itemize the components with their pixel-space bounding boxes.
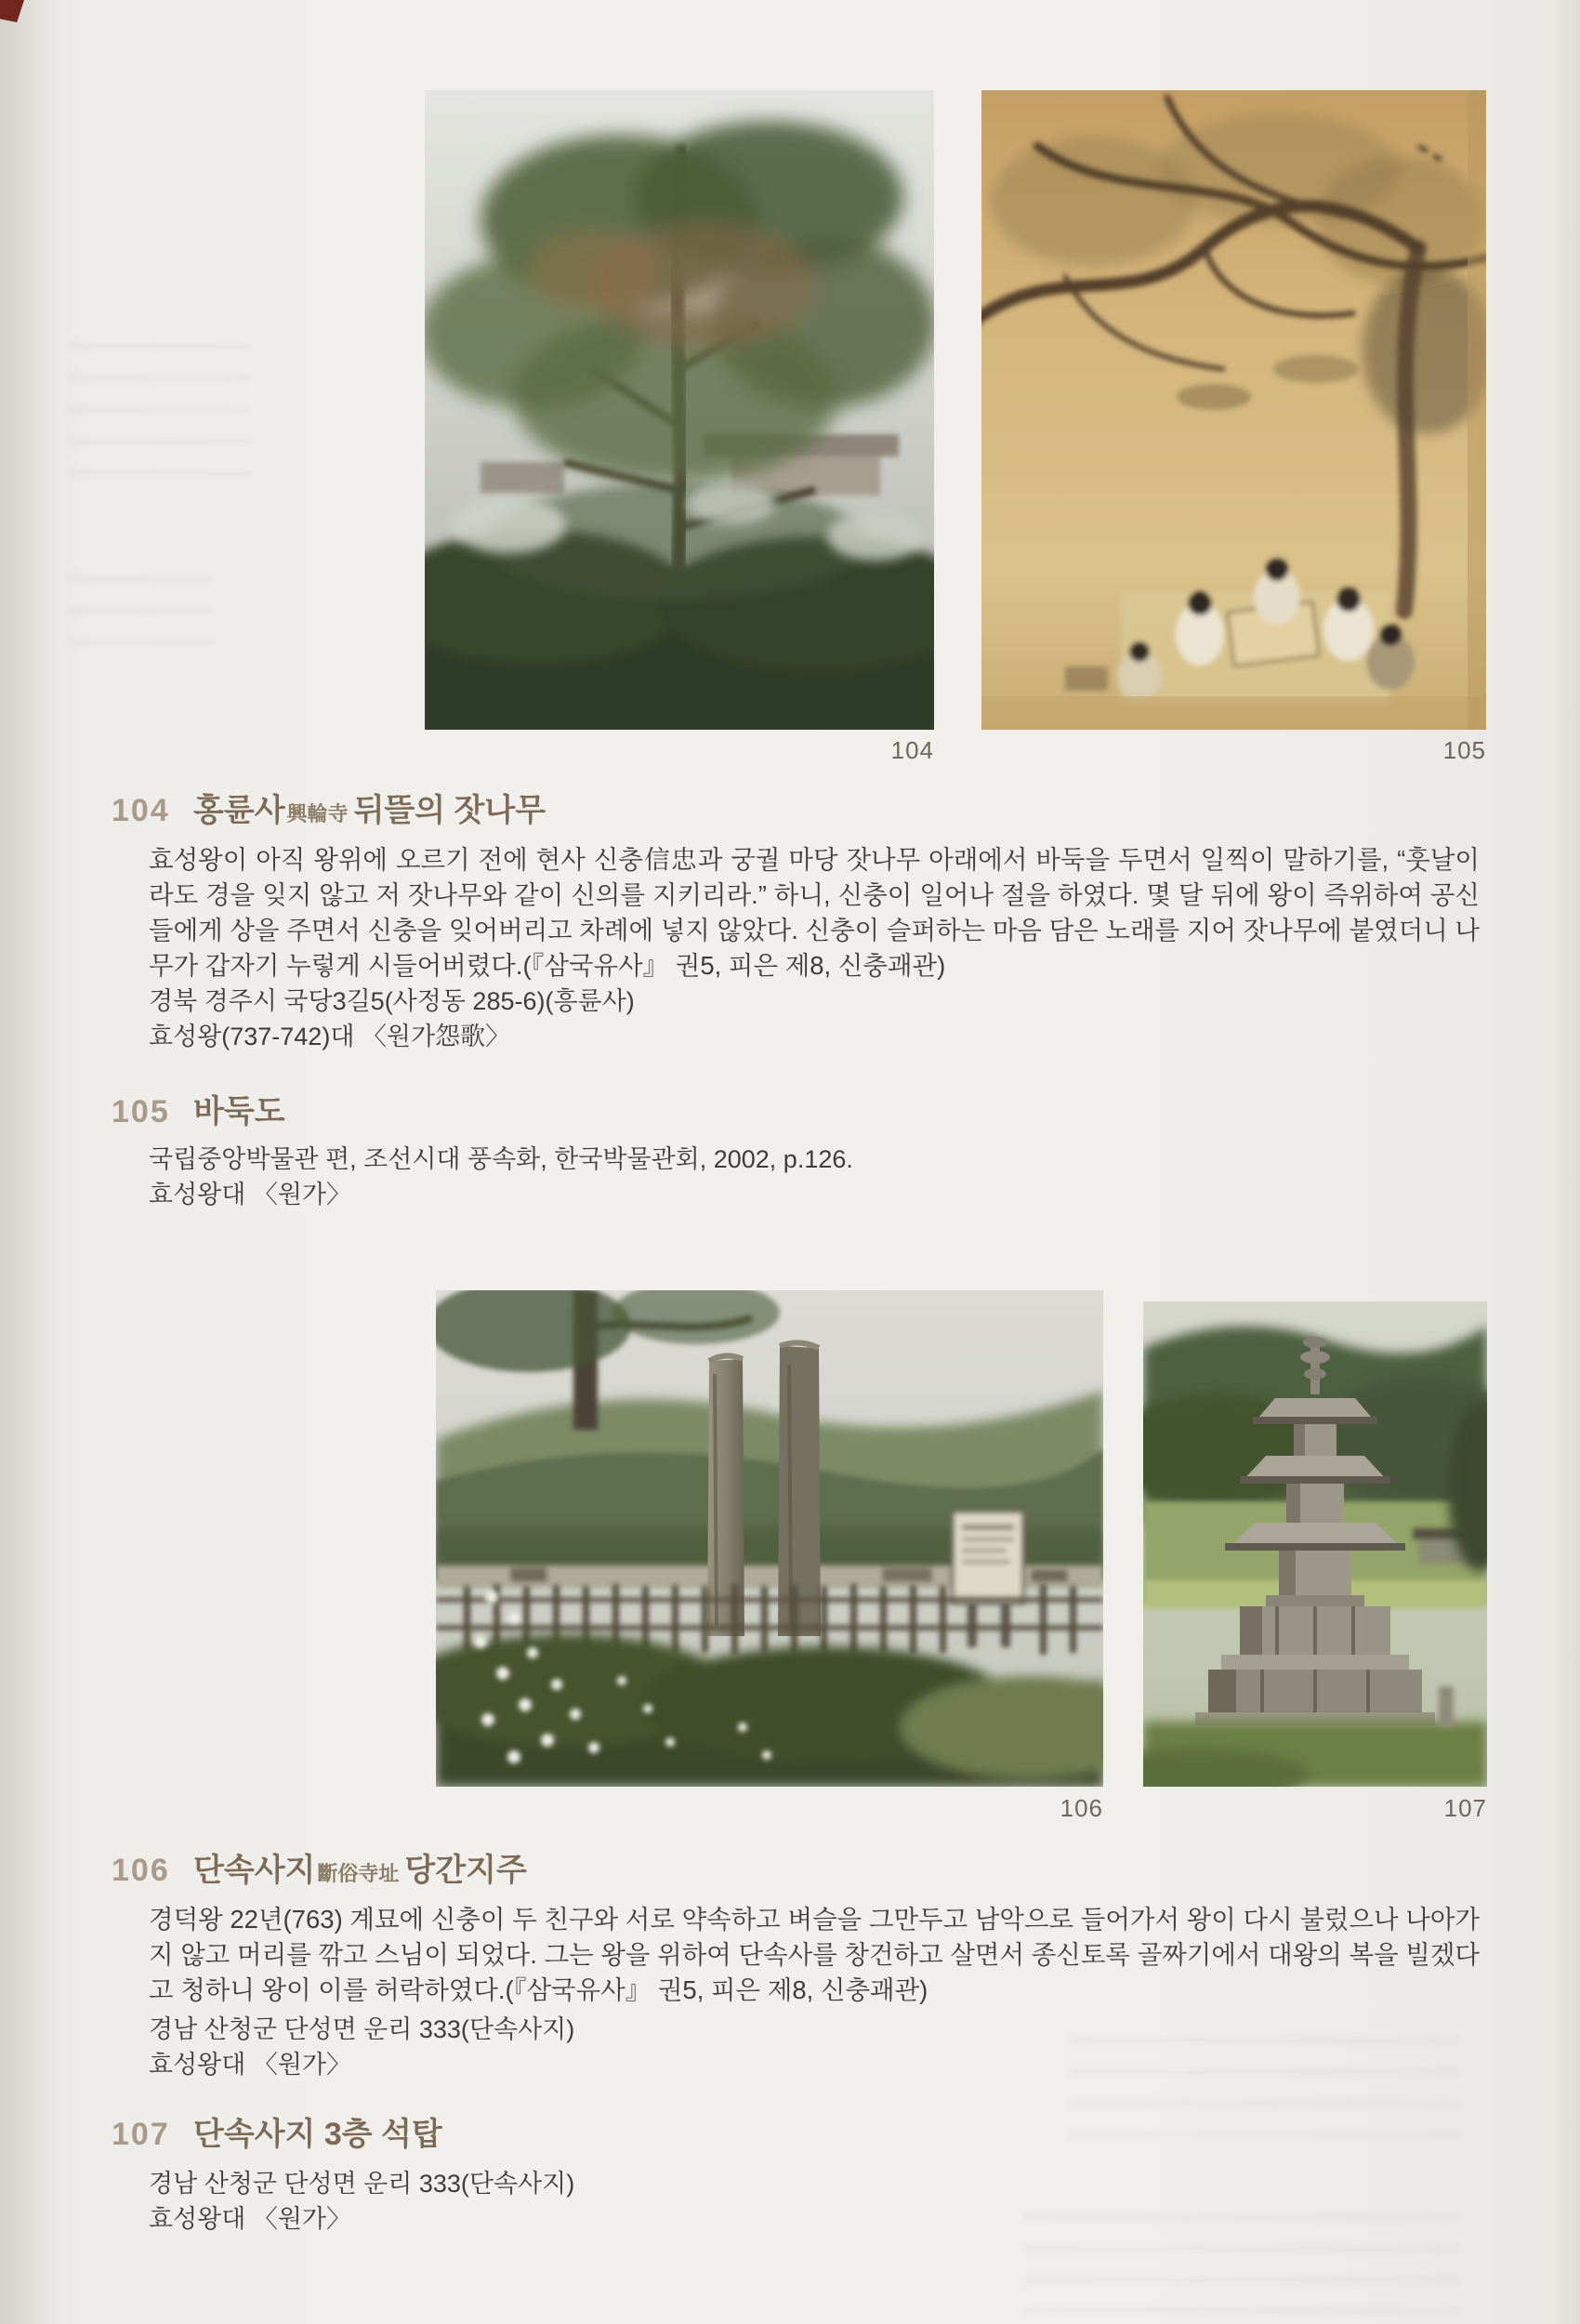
section-104-address: 경북 경주시 국당3길5(사정동 285-6)(흥륜사) [149,987,635,1015]
section-105-heading [112,1093,285,1130]
section-107-era: 효성왕대 〈원가〉 [149,2205,351,2233]
section-106-body: 경덕왕 22년(763) 계묘에 신충이 두 친구와 서로 약속하고 벼슬을 그만두고 남악으로 들어가서 왕이 다시 불렀으나 나아가지 않고 머리를 깎고 스님이 되었다. 그는 왕을 위하여 단속사를 창건하고 살면서 종신토록 골짜기에서 대왕의 복을 빌겠다고 청하니 왕이 이를 허락하였다.(『삼국유사』 권5, 피은 제8, 신충괘관) [149,1905,1480,2004]
section-107-meta [149,2166,1480,2237]
section-104-title-hanja: 興輪寺 [286,802,349,825]
section-106-meta [149,2012,1480,2082]
section-107-number: 107 [112,2117,170,2152]
figure-107-caption: 107 [1443,1794,1487,1822]
section-105-meta [149,1142,1480,1212]
figure-106-caption: 106 [1060,1794,1103,1822]
section-105-number: 105 [112,1094,170,1129]
figure-104-caption: 104 [890,736,934,764]
section-106-heading [112,1852,527,1893]
figure-107-stone-pagoda-photo [1143,1301,1487,1787]
page-edge-shadow [1552,0,1580,2324]
figure-105-baduk-painting [981,90,1486,730]
section-104-heading [112,792,546,833]
section-105-title: 바둑도 [193,1094,285,1129]
section-104-meta [149,984,1480,1054]
section-105-era: 효성왕대 〈원가〉 [149,1181,351,1208]
section-104-title-rest: 뒤뜰의 잣나무 [353,793,546,828]
section-104-title: 홍륜사 [193,793,285,828]
section-106-number: 106 [112,1853,170,1888]
section-105-reference: 국립중앙박물관 편, 조선시대 풍속화, 한국박물관회, 2002, p.126. [149,1145,853,1173]
show-through-smudge [67,574,216,663]
section-106-title: 단속사지 [193,1853,316,1888]
show-through-smudge [67,342,253,495]
section-107-heading [112,2116,442,2153]
section-104-body: 효성왕이 아직 왕위에 오르기 전에 현사 신충信忠과 궁궐 마당 잣나무 아래에서 바둑을 두면서 일찍이 말하기를, “훗날이라도 경을 잊지 않고 저 잣나무와 같이 신의를 지키리라.” 하니, 신충이 일어나 절을 하였다. 몇 달 뒤에 왕이 즉위하여 공신들에게 상을 주면서 신충을 잊어버리고 차례에 넣지 않았다. 신충이 슬퍼하는 마음 담은 노래를 지어 잣나무에 붙였더니 나무가 갑자기 누렇게 시들어버렸다.(『삼국유사』 권5, 피은 제8, 신충괘관) [149,845,1480,980]
figure-105-caption: 105 [1442,736,1486,764]
figure-104-pine-tree-photo [425,90,934,730]
figure-106-flagpole-supports-photo [436,1290,1103,1787]
section-106-title-rest: 당간지주 [404,1853,527,1888]
section-104-era: 효성왕(737-742)대 〈원가怨歌〉 [149,1023,511,1050]
section-106-title-hanja: 斷俗寺址 [317,1862,400,1885]
section-107-title: 단속사지 3층 석탑 [193,2117,442,2152]
section-104-number: 104 [112,793,170,828]
section-107-address: 경남 산청군 단성면 운리 333(단속사지) [149,2170,575,2198]
page-gutter-shadow [0,0,52,2324]
section-106-address: 경남 산청군 단성면 운리 333(단속사지) [149,2015,575,2043]
section-106-era: 효성왕대 〈원가〉 [149,2051,351,2079]
